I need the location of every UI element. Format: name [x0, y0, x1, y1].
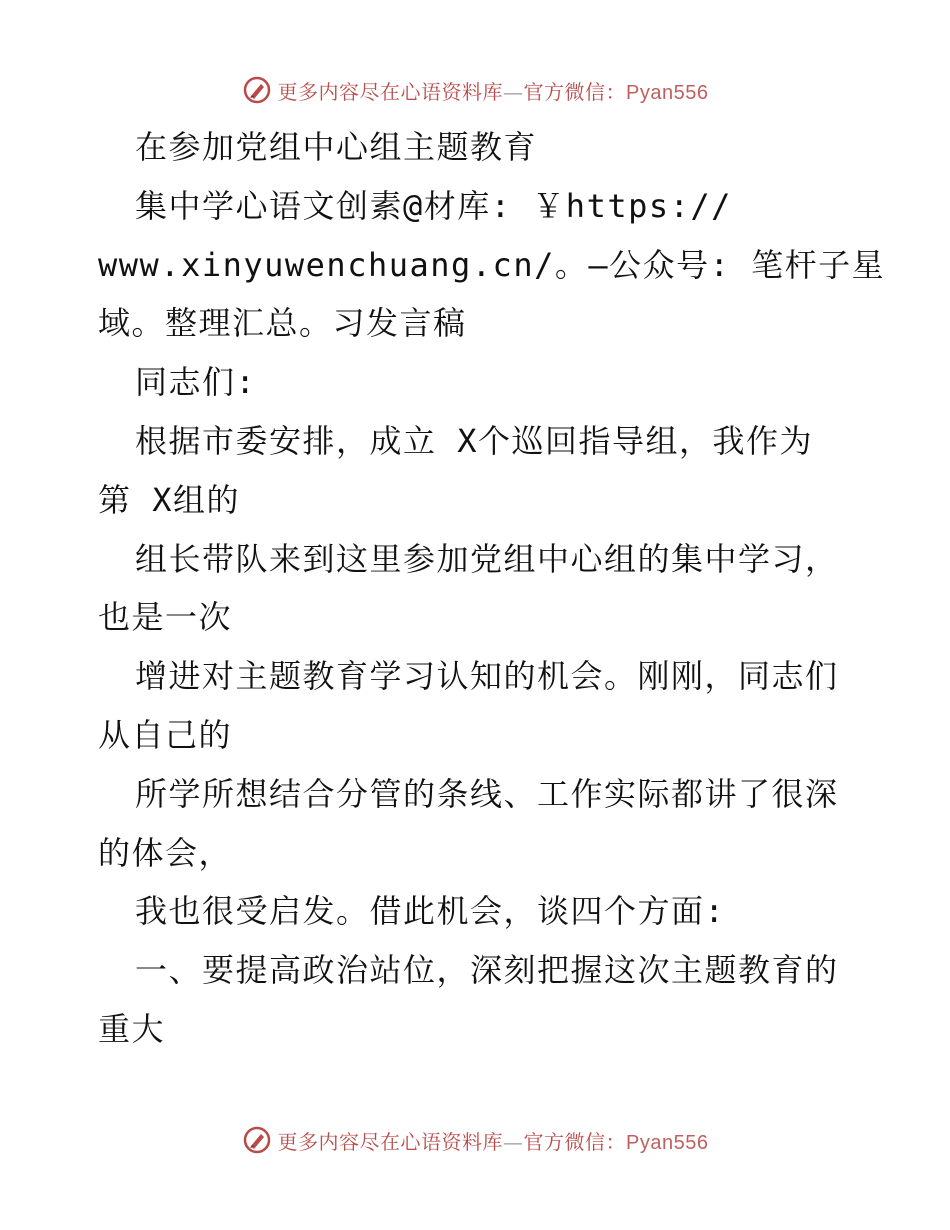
- doc-line: 同志们:: [135, 363, 257, 402]
- doc-line: 根据市委安排，成立 X个巡回指导组，我作为: [135, 421, 814, 460]
- pen-logo-icon: [242, 75, 272, 105]
- doc-line: 组长带队来到这里参加党组中心组的集中学习，: [135, 539, 839, 578]
- doc-line: www.xinyuwenchuang.cn/。—公众号: 笔杆子星: [98, 245, 886, 284]
- footer-banner-dash: —: [503, 1129, 524, 1154]
- doc-line: 集中学心语文创素@材库: ￥https://: [135, 186, 732, 225]
- footer-banner-sub: 官方微信：: [523, 1129, 627, 1154]
- document-body: [98, 118, 886, 1059]
- doc-line: 从自己的: [98, 715, 233, 754]
- footer-banner-wechat: Pyan556: [626, 1131, 709, 1154]
- doc-line: 域。整理汇总。习发言稿: [98, 304, 467, 343]
- header-banner-text: [278, 76, 709, 105]
- header-banner-wechat: Pyan556: [626, 81, 709, 104]
- footer-watermark-banner: [0, 1120, 950, 1160]
- header-banner-main: 更多内容尽在心语资料库: [277, 79, 504, 104]
- header-banner-sub: 官方微信：: [523, 79, 627, 104]
- header-watermark-banner: [0, 70, 950, 110]
- doc-line: 增进对主题教育学习认知的机会。刚刚，同志们: [135, 657, 839, 696]
- footer-banner-main: 更多内容尽在心语资料库: [277, 1129, 504, 1154]
- doc-line: 所学所想结合分管的条线、工作实际都讲了很深: [135, 774, 839, 813]
- footer-banner-text: [278, 1126, 709, 1155]
- doc-line: 的体会，: [98, 833, 233, 872]
- doc-line: 在参加党组中心组主题教育: [135, 128, 538, 166]
- doc-line: 也是一次: [98, 598, 233, 637]
- doc-line: 重大: [98, 1009, 166, 1048]
- doc-line: 一、要提高政治站位，深刻把握这次主题教育的: [135, 951, 839, 990]
- doc-line: 我也很受启发。借此机会，谈四个方面:: [135, 892, 726, 931]
- pen-logo-icon: [242, 1125, 272, 1155]
- header-banner-dash: —: [503, 79, 524, 104]
- doc-line: 第 X组的: [98, 480, 241, 519]
